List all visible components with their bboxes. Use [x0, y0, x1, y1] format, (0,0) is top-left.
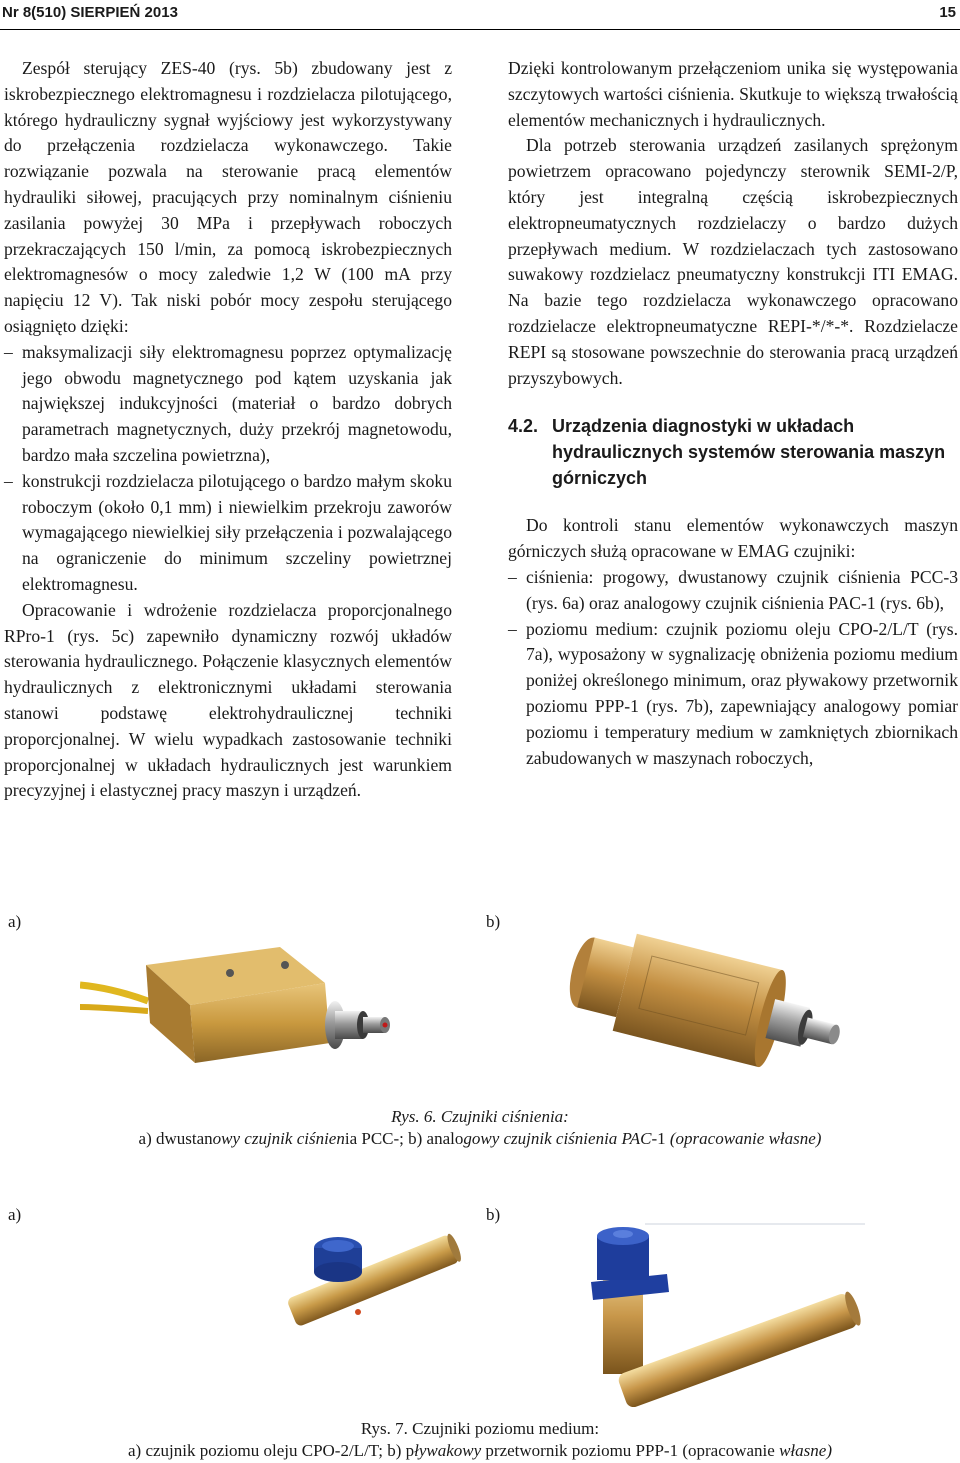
figure-label-b: b)	[486, 1205, 501, 1224]
figure6-caption	[0, 1106, 960, 1150]
caption-text: przetwornik poziomu PPP-1 (opracowanie	[481, 1441, 780, 1460]
caption-text: a) czujnik poziomu oleju CPO-2/L/T; b) p	[128, 1441, 415, 1460]
caption-text: (opracowanie własne)	[669, 1129, 822, 1148]
figure-label-a: a)	[8, 912, 22, 931]
bullet-list	[4, 340, 452, 598]
section-number: 4.2.	[508, 416, 539, 437]
caption-text: -1	[651, 1129, 670, 1148]
paragraph: Do kontroli stanu elementów wykonawczych maszyn górniczych służą opracowane w EMAG czujniki:	[508, 515, 958, 562]
page-header	[0, 0, 960, 30]
page-number: 15	[939, 4, 956, 21]
list-item: – poziomu medium: czujnik poziomu oleju CPO-2/L/T (rys. 7a), wyposażony w sygnalizację obniżenia poziomu medium poniżej określonego minimum, oraz pływakowy przetwornik poziomu PPP-1 (rys. 7b), zapewniający analogowy pomiar poziomu i temperatury medium w zamkniętych zbiornikach zabudowanych w maszynach roboczych,	[508, 617, 958, 772]
header-rule	[0, 29, 960, 30]
list-item: – maksymalizacji siły elektromagnesu poprzez optymalizację jego obwodu magnetycznego pod kątem uzyskania jak największej indukcyjności (materiał o bardzo dobrych parametrach magnetycznych, duży przekrój magnetowodu, bardzo mała szczelina powietrzna),	[4, 340, 452, 469]
figure7-caption-body	[0, 1440, 960, 1462]
list-item: – ciśnienia: progowy, dwustanowy czujnik ciśnienia PCC-3 (rys. 6a) oraz analogowy czujnik ciśnienia PAC-1 (rys. 6b),	[508, 565, 958, 617]
paragraph: Zespół sterujący ZES-40 (rys. 5b) zbudowany jest z iskrobezpiecznego elektromagnesu i rozdzielacza pilotującego, którego hydrauliczny sygnał wyjściowy jest wykorzystywany do przełączenia rozdzielacza wykonawczego. Takie rozwiązanie pozwala na sterowanie pracą elementów hydrauliki siłowej, pracujących przy nominalnym ciśnieniu zasilania powyżej 30 MPa i przepływach roboczych przekraczających 150 l/min, za pomocą iskrobezpiecznych elektromagnesów o mocy zaledwie 1,2 W (100 mA przy napięciu 12 V). Tak niski pobór mocy zespołu sterującego osiągnięto dzięki:	[4, 58, 452, 336]
caption-text: Rys. 6. Czujniki ciśnienia:	[391, 1107, 569, 1126]
figure6-caption-title	[0, 1106, 960, 1128]
caption-text: ływakowy	[414, 1441, 482, 1460]
paragraph: Dla potrzeb sterowania urządzeń zasilanych sprężonym powietrzem opracowano pojedynczy sterownik SEMI-2/P, który jest integralną częścią iskrobezpiecznych elektropneumatycznych rozdzielaczy o bardzo dużych przepływach medium. W rozdzielaczach tych zastosowano suwakowy rozdzielacz pneumatyczny konstrukcji ITI EMAG. Na bazie tego rozdzielacza wykonawczego opracowano rozdzielacze elektropneumatyczne REPI-*/*-*. Rozdzielacze REPI są stosowane powszechnie do sterowania pracą urządzeń przyszybowych.	[508, 135, 958, 388]
paragraph: Opracowanie i wdrożenie rozdzielacza proporcjonalnego RPro-1 (rys. 5c) zapewniło dynamiczny rozwój układów sterowania hydraulicznego. Połączenie klasycznych elementów hydraulicznych z elektronicznymi układami sterowania stanowi podstawę elektrohydraulicznej techniki proporcjonalnej. W wielu wypadkach zastosowanie techniki proporcjonalnej w układach hydraulicznych jest warunkiem precyzyjnej i elastycznej pracy maszyn i urządzeń.	[4, 599, 452, 801]
figure6-caption-body	[0, 1128, 960, 1150]
pressure-sensor-pcc-photo	[80, 925, 400, 1090]
left-column	[4, 56, 452, 804]
caption-text: owy czujnik ciśnien	[212, 1129, 345, 1148]
right-column	[508, 56, 958, 771]
caption-text: ia PCC-; b) analo	[344, 1129, 464, 1148]
paragraph: Dzięki kontrolowanym przełączeniom unika się występowania szczytowych wartości ciśnienia. Skutkuje to większą trwałością elementów mechanicznych i hydraulicznych.	[508, 58, 958, 130]
caption-text: Rys. 7. Czujniki poziomu medium:	[360, 1419, 600, 1438]
issue-label: Nr 8(510) SIERPIEŃ 2013	[2, 4, 178, 21]
section-title: Urządzenia diagnostyki w układach hydraulicznych systemów sterowania maszyn górniczych	[552, 416, 946, 489]
caption-text: własne)	[779, 1441, 832, 1460]
caption-text: gowy czujnik ciśnienia PAC	[463, 1129, 652, 1148]
bullet-list	[508, 565, 958, 771]
oil-level-sensor-cpo-photo	[268, 1218, 468, 1348]
figure-label-a: a)	[8, 1205, 22, 1224]
pressure-sensor-pac-photo	[560, 925, 870, 1100]
caption-text: a) dwustan	[138, 1129, 213, 1148]
list-item: – konstrukcji rozdzielacza pilotującego o bardzo małym skoku roboczym (około 0,1 mm) i niewielkim przekroju zaworów wymagającego niewielkiej siły przełączenia i pozwalającego na ograniczenie do minimum szczeliny powietrznej elektromagnesu.	[4, 469, 452, 598]
figure-label-b: b)	[486, 912, 501, 931]
float-level-transmitter-ppp-photo	[555, 1222, 870, 1407]
figure7-caption	[0, 1418, 960, 1462]
section-heading	[508, 413, 958, 491]
